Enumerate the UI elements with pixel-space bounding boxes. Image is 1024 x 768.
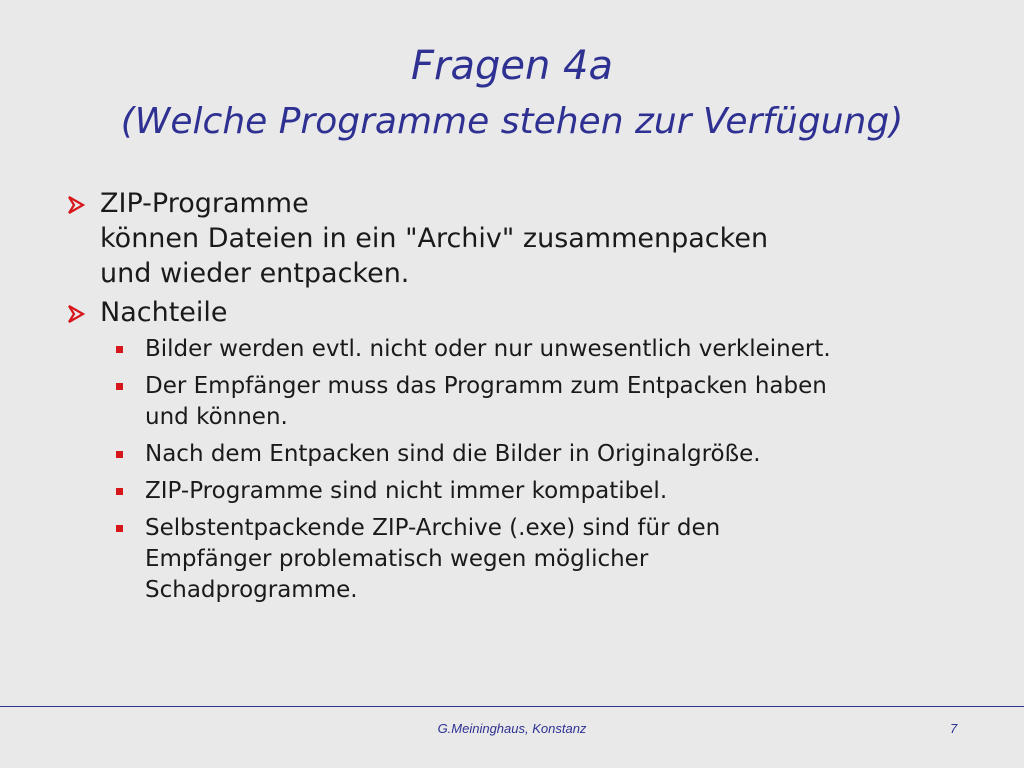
sub-bullet-text-line: Bilder werden evtl. nicht oder nur unwesentlich verkleinert.: [145, 336, 831, 362]
bullet-text-line: ZIP-Programme: [100, 188, 309, 219]
square-bullet-icon: [116, 346, 123, 353]
footer-author: G.Meininghaus, Konstanz: [437, 721, 587, 736]
sub-bullet-text-line: ZIP-Programme sind nicht immer kompatibel.: [145, 478, 668, 504]
bullet-text-line: und wieder entpacken.: [100, 258, 410, 289]
square-bullet-icon: [116, 383, 123, 390]
footer-divider: [0, 706, 1024, 707]
sub-bullet-item: [100, 476, 964, 507]
square-bullet-icon: [116, 488, 123, 495]
bullet-text-line: Nachteile: [100, 297, 228, 328]
slide-body: [64, 186, 964, 612]
title-line-2: (Welche Programme stehen zur Verfügung): [120, 101, 904, 142]
sub-bullet-text-line: Nach dem Entpacken sind die Bilder in Originalgröße.: [145, 441, 761, 467]
sub-bullet-item: [100, 439, 964, 470]
bullet-zip-programme: [64, 186, 964, 291]
sub-bullet-text-line: und können.: [145, 404, 288, 430]
sub-bullet-item: [100, 513, 964, 606]
sub-bullet-item: [100, 334, 964, 365]
bullet-text-line: können Dateien in ein "Archiv" zusammenpacken: [100, 223, 769, 254]
sub-bullet-item: [100, 371, 964, 433]
slide-title: [0, 36, 1024, 148]
bullet-nachteile: [64, 295, 964, 330]
page-number: 7: [950, 721, 958, 736]
square-bullet-icon: [116, 451, 123, 458]
sub-bullet-text-line: Selbstentpackende ZIP-Archive (.exe) sind für den: [145, 515, 721, 541]
sub-bullet-text-line: Empfänger problematisch wegen möglicher: [145, 546, 649, 572]
sub-bullet-list: [100, 334, 964, 606]
title-line-1: Fragen 4a: [411, 43, 613, 89]
sub-bullet-text-line: Der Empfänger muss das Programm zum Entpacken haben: [145, 373, 827, 399]
square-bullet-icon: [116, 525, 123, 532]
sub-bullet-text-line: Schadprogramme.: [145, 577, 358, 603]
